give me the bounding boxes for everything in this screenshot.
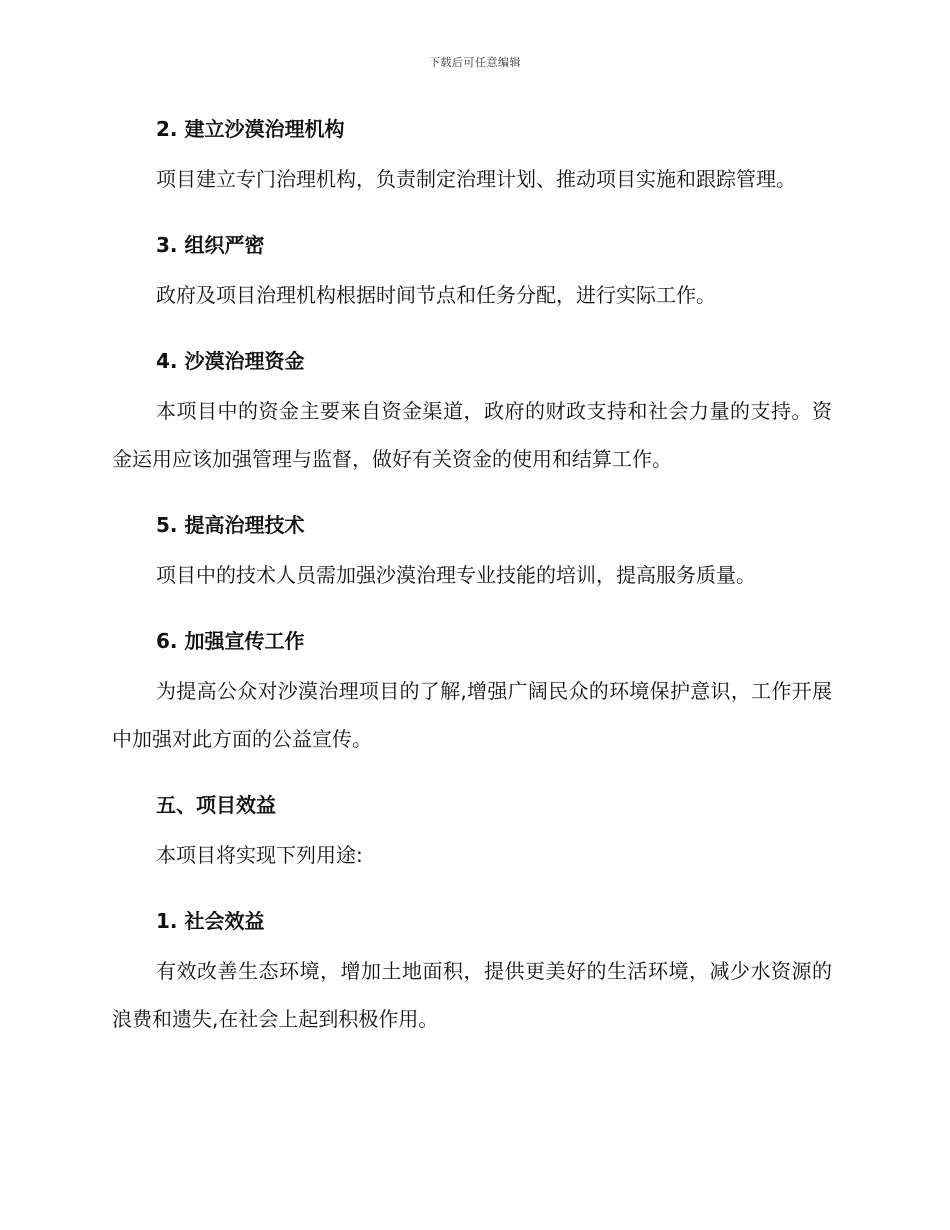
section-funding — [112, 345, 832, 483]
section-heading: 5. 提高治理技术 — [156, 513, 305, 537]
section-heading: 3. 组织严密 — [156, 233, 265, 257]
document-body — [112, 113, 832, 1043]
section-paragraph: 本项目将实现下列用途: — [156, 843, 363, 867]
section-social-benefits — [112, 905, 832, 1043]
section-publicity — [112, 625, 832, 763]
section-heading: 2. 建立沙漠治理机构 — [156, 117, 345, 141]
section-heading: 4. 沙漠治理资金 — [156, 349, 305, 373]
section-paragraph: 有效改善生态环境，增加土地面积，提供更美好的生活环境，减少水资源的浪费和遗失,在社会上起到积极作用。 — [112, 959, 832, 1031]
section-technology — [112, 509, 832, 599]
section-organization — [112, 229, 832, 319]
section-build-agency — [112, 113, 832, 203]
section-paragraph: 项目中的技术人员需加强沙漠治理专业技能的培训，提高服务质量。 — [156, 563, 756, 587]
section-paragraph: 项目建立专门治理机构，负责制定治理计划、推动项目实施和跟踪管理。 — [156, 167, 796, 191]
section-paragraph: 为提高公众对沙漠治理项目的了解,增强广阔民众的环境保护意识，工作开展中加强对此方面的公益宣传。 — [112, 679, 832, 751]
section-paragraph: 本项目中的资金主要来自资金渠道，政府的财政支持和社会力量的支持。资金运用应该加强管理与监督，做好有关资金的使用和结算工作。 — [112, 399, 832, 471]
section-heading: 1. 社会效益 — [156, 909, 265, 933]
section-project-benefits — [112, 789, 832, 879]
section-heading: 五、项目效益 — [156, 793, 276, 817]
header-note: 下载后可任意编辑 — [429, 56, 521, 69]
section-paragraph: 政府及项目治理机构根据时间节点和任务分配，进行实际工作。 — [156, 283, 716, 307]
section-heading: 6. 加强宣传工作 — [156, 629, 305, 653]
